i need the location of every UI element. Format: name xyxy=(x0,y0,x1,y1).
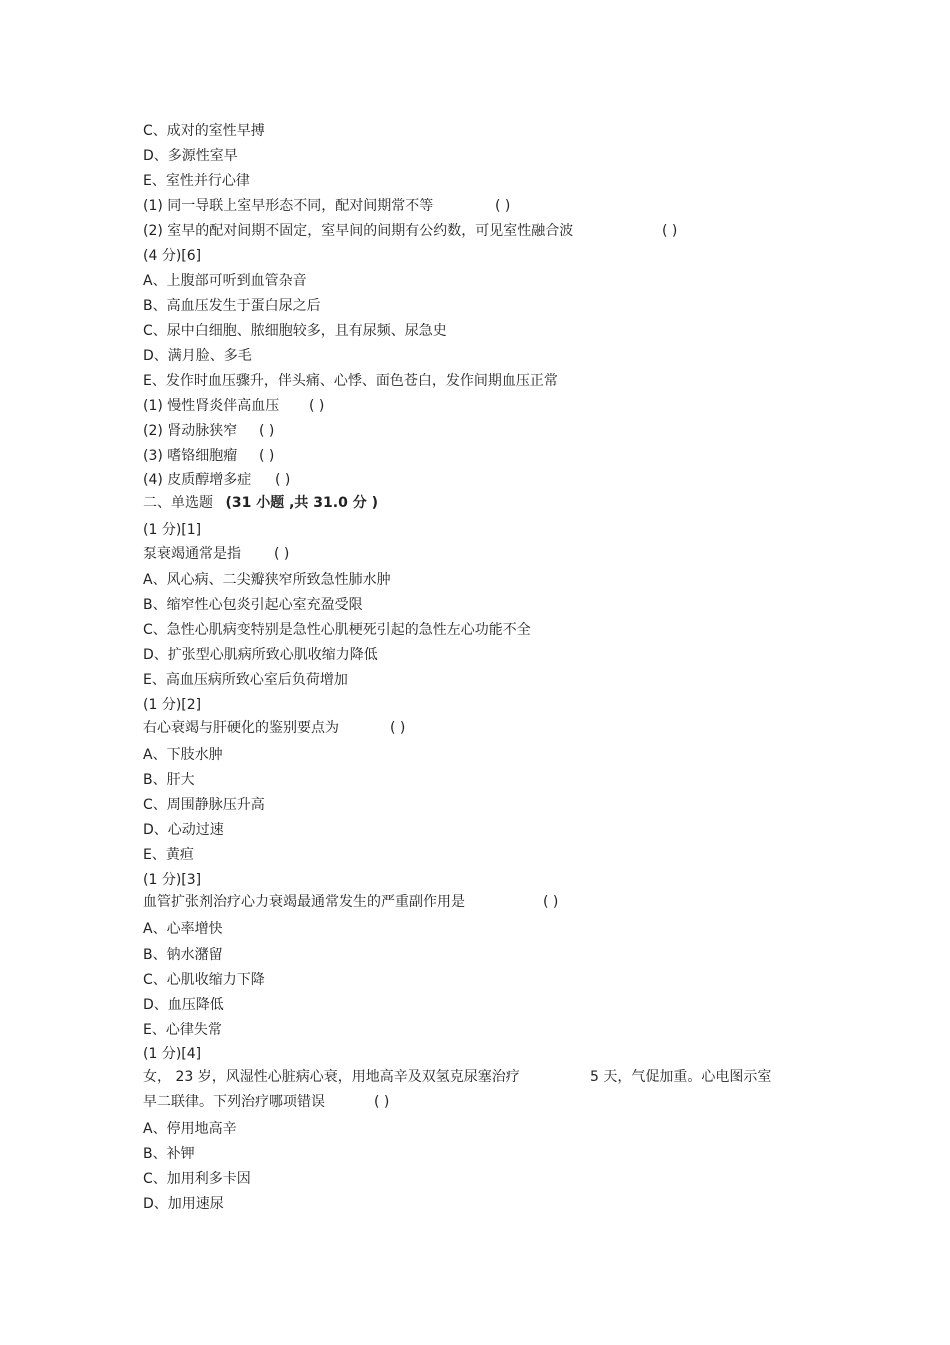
option-line: E、心律失常 xyxy=(143,1022,222,1038)
question-stem-continuation: 5 天，气促加重。心电图示室 xyxy=(590,1069,772,1085)
option-line: C、成对的室性早搏 xyxy=(143,123,265,139)
option-line: A、停用地高辛 xyxy=(143,1121,237,1137)
option-line: C、急性心肌病变特别是急性心肌梗死引起的急性左心功能不全 xyxy=(143,622,531,638)
option-line: A、心率增快 xyxy=(143,921,223,937)
question-stem: 泵衰竭通常是指 xyxy=(143,546,241,562)
question-stem: 女， 23 岁，风湿性心脏病心衰，用地高辛及双氢克尿塞治疗 xyxy=(143,1069,520,1085)
sub-question: (1) 同一导联上室早形态不同，配对间期常不等 xyxy=(143,198,434,214)
question-header: (1 分)[3] xyxy=(143,872,202,888)
option-line: A、上腹部可听到血管杂音 xyxy=(143,273,307,289)
option-line: D、多源性室早 xyxy=(143,148,238,164)
option-line: E、高血压病所致心室后负荷增加 xyxy=(143,672,348,688)
sub-question: (1) 慢性肾炎伴高血压 xyxy=(143,398,280,414)
sub-question: (4) 皮质醇增多症 xyxy=(143,472,252,488)
question-header: (1 分)[1] xyxy=(143,522,202,538)
section-count: (31 小题 ,共 31.0 分 ) xyxy=(225,495,378,511)
option-line: A、风心病、二尖瓣狭窄所致急性肺水肿 xyxy=(143,572,391,588)
option-line: B、肝大 xyxy=(143,772,195,788)
option-line: B、缩窄性心包炎引起心室充盈受限 xyxy=(143,597,363,613)
option-line: C、尿中白细胞、脓细胞较多，且有尿频、尿急史 xyxy=(143,323,447,339)
option-line: D、血压降低 xyxy=(143,997,224,1013)
answer-blank: ( ) xyxy=(309,398,325,414)
question-header: (1 分)[4] xyxy=(143,1046,202,1062)
question-stem: 早二联律。下列治疗哪项错误 xyxy=(143,1094,325,1110)
answer-blank: ( ) xyxy=(275,472,291,488)
answer-blank: ( ) xyxy=(495,198,511,214)
answer-blank: ( ) xyxy=(274,546,290,562)
option-line: D、扩张型心肌病所致心肌收缩力降低 xyxy=(143,647,378,663)
question-stem: 右心衰竭与肝硬化的鉴别要点为 xyxy=(143,720,339,736)
answer-blank: ( ) xyxy=(259,448,275,464)
question-stem: 血管扩张剂治疗心力衰竭最通常发生的严重副作用是 xyxy=(143,894,465,910)
option-line: B、钠水潴留 xyxy=(143,947,223,963)
answer-blank: ( ) xyxy=(374,1094,390,1110)
question-header: (1 分)[2] xyxy=(143,697,202,713)
answer-blank: ( ) xyxy=(662,223,678,239)
section-title: 二、单选题 xyxy=(143,495,213,511)
option-line: B、高血压发生于蛋白尿之后 xyxy=(143,298,321,314)
option-line: E、黄疸 xyxy=(143,847,194,863)
option-line: B、补钾 xyxy=(143,1146,195,1162)
option-line: D、满月脸、多毛 xyxy=(143,348,252,364)
sub-question: (3) 嗜铬细胞瘤 xyxy=(143,448,238,464)
option-line: D、心动过速 xyxy=(143,822,224,838)
answer-blank: ( ) xyxy=(543,894,559,910)
section-heading xyxy=(143,494,378,512)
question-header: (4 分)[6] xyxy=(143,248,202,264)
answer-blank: ( ) xyxy=(390,720,406,736)
option-line: D、加用速尿 xyxy=(143,1196,224,1212)
sub-question: (2) 室早的配对间期不固定，室早间的间期有公约数，可见室性融合波 xyxy=(143,223,574,239)
option-line: C、周围静脉压升高 xyxy=(143,797,265,813)
option-line: A、下肢水肿 xyxy=(143,747,223,763)
option-line: E、发作时血压骤升，伴头痛、心悸、面色苍白，发作间期血压正常 xyxy=(143,373,558,389)
answer-blank: ( ) xyxy=(259,423,275,439)
option-line: C、心肌收缩力下降 xyxy=(143,972,265,988)
option-line: E、室性并行心律 xyxy=(143,173,250,189)
option-line: C、加用利多卡因 xyxy=(143,1171,251,1187)
sub-question: (2) 肾动脉狭窄 xyxy=(143,423,238,439)
